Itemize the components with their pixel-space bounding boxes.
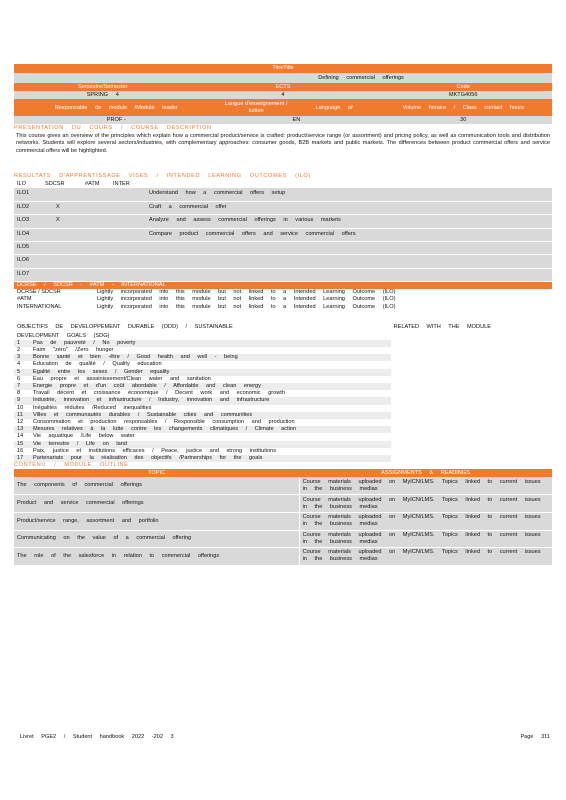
sdg-number: 15 bbox=[17, 440, 24, 447]
sdg-text: Eau propre et assainissement/Clean water and sanitation bbox=[33, 375, 211, 382]
sdg-row bbox=[14, 426, 391, 433]
ilo-id: ILO7 bbox=[14, 268, 42, 281]
ilo-desc: Compare product commercial offers and service commercial offers bbox=[146, 228, 552, 241]
sdg-text: Bonne santé et bien -être / Good health and well - being bbox=[33, 354, 238, 361]
outline-topic: The components of commercial offerings bbox=[14, 477, 299, 495]
ilo-row bbox=[14, 268, 552, 281]
sdg-text: Industrie, innovation et infrastructure / Industry, innovation and infrastructure bbox=[33, 397, 270, 404]
sdg-number: 4 bbox=[17, 361, 21, 368]
footer-left: Livret PGE2 / Student handbook 2022 -202 3 bbox=[20, 734, 174, 740]
dimension-text: Lightly incorporated into this module but not linked to a Intended Learning Outcome (ILO) bbox=[97, 296, 396, 303]
ilo-header-ilo: ILO bbox=[17, 181, 27, 187]
ilo-sdcsr bbox=[42, 255, 146, 268]
presentation-text: This course gives an overview of the principles which explain how a commercial product/service is crafted: product/service range (or assortment) and pricing policy, as well as communication tools and distribution networks. Students will explore several sectors/industries, with complementary approaches: consumer goods, B2B markets and public markets. The differences between product commercial offers and service commercial offers will be highlighted. bbox=[16, 133, 550, 154]
ilo-header-sdcsr: SDCSR bbox=[45, 181, 65, 187]
sdg-number: 3 bbox=[17, 354, 21, 361]
ilo-desc: Analyze and assess commercial offerings in various markets bbox=[146, 215, 552, 228]
sdg-text: Vie terrestre / Life on land bbox=[33, 440, 127, 447]
outline-row bbox=[14, 495, 552, 513]
language-of-label: Language of bbox=[315, 104, 353, 111]
title-label: TitreTitle bbox=[272, 65, 294, 71]
dimension-label: INTERNATIONAL bbox=[17, 303, 62, 310]
course-title: Defining commercial offerings bbox=[318, 75, 404, 81]
responsable-value-row bbox=[14, 116, 552, 124]
sdg-text: Partenariats pour la réalisation des objectifs /Partnerships for the goals bbox=[33, 455, 263, 462]
ilo-row bbox=[14, 188, 552, 201]
dimension-row bbox=[14, 289, 552, 296]
sdg-row bbox=[14, 376, 391, 383]
responsable-label: Responsable de module /Module leader bbox=[54, 104, 178, 111]
outline-title: CONTENU / MODULE OUTLINE bbox=[14, 462, 129, 469]
sdg-number: 9 bbox=[17, 397, 21, 404]
sdg-text: Education de qualité / Quality education bbox=[33, 361, 162, 368]
course-sheet bbox=[14, 64, 552, 566]
course-title-row bbox=[14, 73, 552, 83]
ilo-desc: Craft a commercial offer bbox=[146, 201, 552, 214]
sdg-row bbox=[14, 369, 391, 376]
sdg-row bbox=[14, 354, 391, 361]
presentation-title: PRESENTATION DU COURS / COURSE DESCRIPTION bbox=[14, 125, 212, 131]
sdg-row bbox=[14, 412, 391, 419]
semester-value-row bbox=[14, 91, 552, 99]
outline-row bbox=[14, 477, 552, 495]
sdg-title-fr: OBJECTIFS DE DEVELOPPEMENT DURABLE (ODD) / SUSTAINABLE bbox=[17, 324, 233, 331]
ilo-row bbox=[14, 201, 552, 214]
outline-assignment: Course materials uploaded on MyICN/LMS. Topics linked to current issues in the business medias bbox=[299, 512, 552, 530]
sdg-row bbox=[14, 448, 391, 455]
semester-label: Semestre/Semester bbox=[78, 84, 128, 90]
sdg-number: 10 bbox=[17, 404, 24, 411]
sdg-row bbox=[14, 347, 391, 354]
ilo-id: ILO2 bbox=[14, 201, 42, 214]
sdg-number: 16 bbox=[17, 447, 24, 454]
ilo-id: ILO1 bbox=[14, 188, 42, 201]
ilo-sdcsr bbox=[42, 228, 146, 241]
ilo-sdcsr bbox=[42, 268, 146, 281]
outline-row bbox=[14, 548, 552, 566]
outline-assignment: Course materials uploaded on MyICN/LMS. Topics linked to current issues in the business medias bbox=[299, 530, 552, 548]
ilo-desc bbox=[146, 268, 552, 281]
language-value: EN bbox=[292, 117, 301, 123]
sdg-number: 11 bbox=[17, 411, 23, 418]
sdg-text: Pas de pauvreté / No poverty bbox=[33, 339, 136, 346]
outline-assignment: Course materials uploaded on MyICN/LMS. Topics linked to current issues in the business medias bbox=[299, 495, 552, 513]
sdg-number: 2 bbox=[17, 347, 21, 354]
code-value: MKTG4056 bbox=[448, 92, 478, 98]
sdg-text: Energie propre et d'un coût abordable / Affordable and clean energy bbox=[33, 383, 261, 390]
ilo-sdcsr bbox=[42, 242, 146, 255]
sdg-number: 17 bbox=[17, 455, 24, 462]
sdg-row bbox=[14, 419, 391, 426]
ilo-sdcsr bbox=[42, 188, 146, 201]
outline-assignment: Course materials uploaded on MyICN/LMS. Topics linked to current issues in the business medias bbox=[299, 477, 552, 495]
ilo-sdcsr: X bbox=[42, 215, 146, 228]
sdg-number: 7 bbox=[17, 383, 21, 390]
responsable-value: PROF - bbox=[106, 117, 126, 123]
sdg-row bbox=[14, 383, 391, 390]
ilo-desc bbox=[146, 242, 552, 255]
sdg-row bbox=[14, 340, 391, 347]
ilo-table bbox=[14, 188, 552, 282]
sdg-table bbox=[14, 340, 391, 462]
sdg-text: Travail décent et croissance économique / Decent work and economic growth bbox=[33, 390, 285, 397]
sdg-title-en: DEVELOPMENT GOALS (SDG) bbox=[17, 332, 110, 339]
sdg-number: 8 bbox=[17, 390, 21, 397]
sdg-number: 1 bbox=[17, 339, 21, 346]
outline-topic: Product and service commercial offerings bbox=[14, 495, 299, 513]
dimension-label: #ATM bbox=[17, 296, 32, 303]
dimension-row bbox=[14, 304, 552, 311]
outline-table bbox=[14, 477, 552, 565]
sdg-related: RELATED WITH THE MODULE bbox=[393, 324, 491, 331]
sdg-text: Consommation et production responsables / Responsible consumption and production bbox=[33, 419, 295, 426]
sdg-row bbox=[14, 455, 391, 462]
sdg-row bbox=[14, 361, 391, 368]
sdg-number: 14 bbox=[17, 433, 24, 440]
ilo-id: ILO4 bbox=[14, 228, 42, 241]
sdg-number: 5 bbox=[17, 368, 21, 375]
footer bbox=[20, 734, 550, 740]
outline-header bbox=[14, 469, 552, 477]
ilo-header bbox=[14, 180, 552, 188]
ilo-row bbox=[14, 242, 552, 255]
sdg-text: Faim "zéro" /Zero hunger bbox=[33, 347, 114, 354]
sdg-text: Inégalités réduites /Reduced inequalities bbox=[33, 404, 152, 411]
outline-assignment: Course materials uploaded on MyICN/LMS. Topics linked to current issues in the business medias bbox=[299, 548, 552, 566]
hours-label: Volume horaire / Class contact hours bbox=[402, 104, 524, 111]
outline-topic: Communicating on the value of a commercial offering bbox=[14, 530, 299, 548]
semester-value: SPRING 4 bbox=[86, 92, 119, 98]
outline-assign-label: ASSIGNMENTS & READINGS bbox=[381, 470, 470, 477]
sdg-row bbox=[14, 441, 391, 448]
footer-page: Page 311 bbox=[520, 734, 550, 740]
dimensions-title: DCRSE / SDCSR - #ATM - INTERNATIONAL bbox=[14, 282, 552, 289]
sdg-header bbox=[14, 323, 552, 332]
sdg-text: Paix, justice et institutions efficaces / Peace, justice and strong institutions bbox=[33, 447, 277, 454]
title-bar bbox=[14, 64, 552, 73]
ilo-row bbox=[14, 215, 552, 228]
semester-header-row bbox=[14, 83, 552, 91]
hours-value: 30 bbox=[460, 117, 467, 123]
ilo-row bbox=[14, 255, 552, 268]
language-label: Langue d'enseignement / tuition bbox=[224, 100, 288, 114]
sdg-row bbox=[14, 397, 391, 404]
ilo-header-atm: #ATM bbox=[85, 181, 100, 187]
sdg-text: Vie aquatique /Life below water bbox=[33, 433, 135, 440]
outline-topic: The role of the salesforce in relation to commercial offerings bbox=[14, 548, 299, 566]
dimension-text: Lightly incorporated into this module but not linked to a Intended Learning Outcome (ILO) bbox=[97, 303, 396, 310]
sdg-row bbox=[14, 405, 391, 412]
ilo-desc: Understand how a commercial offers setup bbox=[146, 188, 552, 201]
outline-topic-label: TOPIC bbox=[148, 470, 166, 477]
sdg-text: Mesures relatives à la lutte contre les changements climatiques / Climate action bbox=[33, 426, 297, 433]
sdg-text: Villes et communautés durables / Sustainable cities and communities bbox=[33, 411, 253, 418]
ilo-row bbox=[14, 228, 552, 241]
sdg-number: 6 bbox=[17, 375, 21, 382]
outline-row bbox=[14, 530, 552, 548]
responsable-header-row bbox=[14, 99, 552, 116]
ilo-id: ILO5 bbox=[14, 242, 42, 255]
ilo-id: ILO3 bbox=[14, 215, 42, 228]
outline-topic: Product/service range, assortment and portfolio bbox=[14, 512, 299, 530]
code-label: Code bbox=[456, 84, 470, 90]
dimension-row bbox=[14, 296, 552, 303]
dimension-label: DCRSE / SDCSR bbox=[17, 289, 61, 296]
sdg-number: 12 bbox=[17, 419, 24, 426]
dimension-text: Lightly incorporated into this module but not linked to a Intended Learning Outcome (ILO) bbox=[97, 289, 396, 296]
ects-value: 4 bbox=[281, 92, 285, 98]
ilo-title: RESULTATS D'APPRENTISSAGE VISES / INTENDED LEARNING OUTCOMES (ILO) bbox=[14, 173, 311, 179]
sdg-text: Egalité entre les sexes / Gender equality bbox=[33, 368, 170, 375]
dimensions-table bbox=[14, 289, 552, 311]
outline-row bbox=[14, 512, 552, 530]
ects-label: ECTS bbox=[275, 84, 291, 90]
sdg-row bbox=[14, 390, 391, 397]
sdg-number: 13 bbox=[17, 426, 24, 433]
ilo-header-inter: INTER bbox=[113, 181, 130, 187]
sdg-row bbox=[14, 433, 391, 440]
ilo-sdcsr: X bbox=[42, 201, 146, 214]
ilo-id: ILO6 bbox=[14, 255, 42, 268]
ilo-desc bbox=[146, 255, 552, 268]
